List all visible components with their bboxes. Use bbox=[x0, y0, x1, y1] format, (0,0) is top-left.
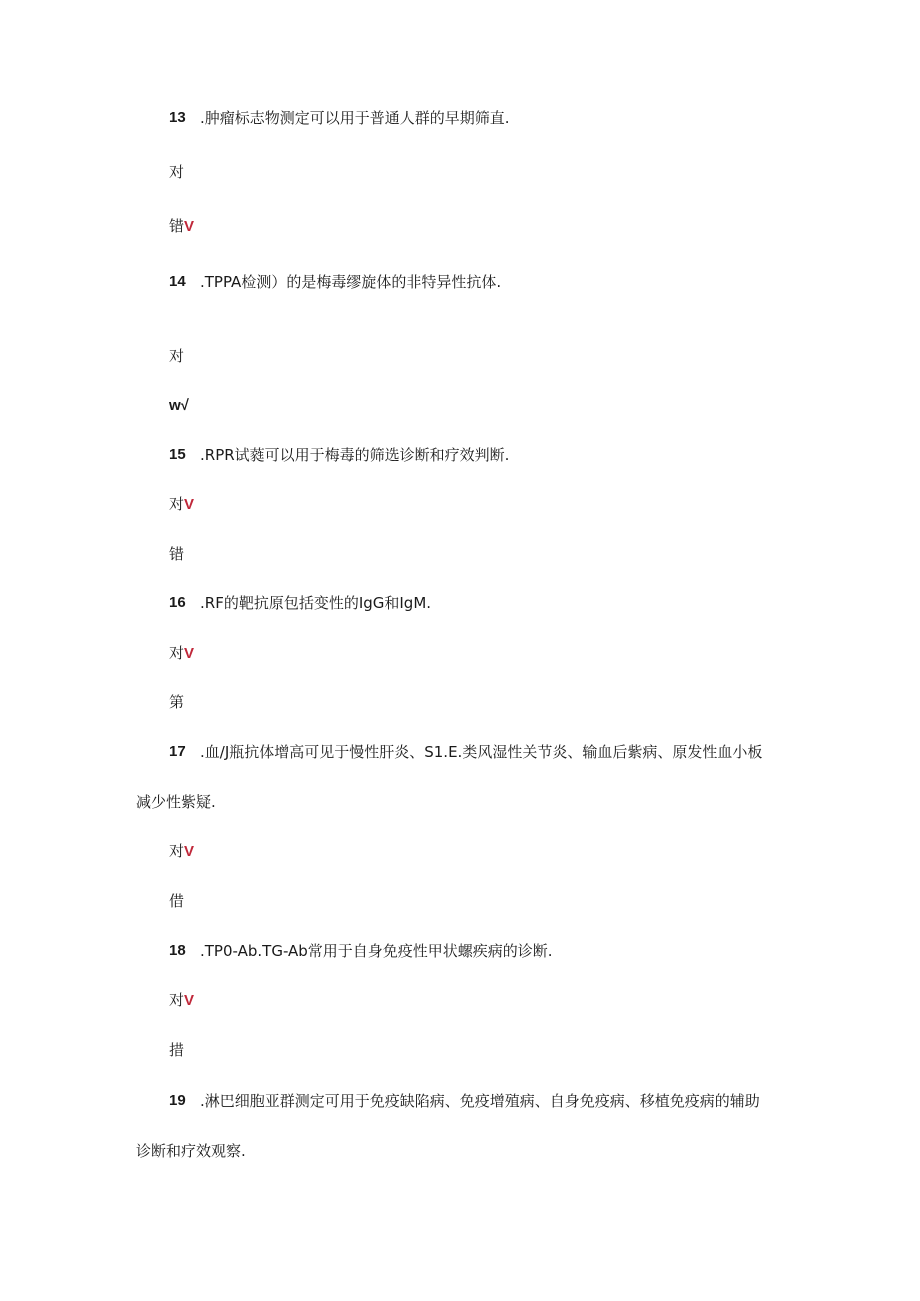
answer-mark: V bbox=[184, 496, 195, 513]
option-label: 对 bbox=[169, 163, 185, 181]
question-text: .RPR试蕤可以用于梅毒的筛选诊断和疗效判断. bbox=[200, 446, 510, 464]
question-number: 19 bbox=[169, 1092, 186, 1109]
option-label: 错 bbox=[169, 545, 185, 563]
question-number: 16 bbox=[169, 594, 186, 611]
option-label: 对 bbox=[169, 644, 185, 662]
option-label: 对 bbox=[169, 495, 185, 513]
option-label: 第 bbox=[169, 693, 185, 711]
option-label: 对 bbox=[169, 991, 185, 1009]
question-text-continued: 减少性紫疑. bbox=[136, 793, 216, 811]
option-label: 对 bbox=[169, 347, 185, 365]
answer-mark: V bbox=[184, 992, 195, 1009]
question-number: 13 bbox=[169, 109, 186, 126]
question-number: 15 bbox=[169, 446, 186, 463]
question-number: 17 bbox=[169, 743, 186, 760]
answer-mark: V bbox=[184, 843, 195, 860]
question-text: .血/J瓶抗体增高可见于慢性肝炎、S1.E.类风湿性关节炎、输血后紫病、原发性血小板 bbox=[200, 743, 763, 761]
question-text: .淋巴细胞亚群测定可用于免疫缺陷病、免疫增殖病、自身免疫病、移植免疫病的辅助 bbox=[200, 1092, 760, 1110]
question-number: 18 bbox=[169, 942, 186, 959]
question-text: .TPPA检测）的是梅毒缪旋体的非特异性抗体. bbox=[200, 273, 502, 291]
question-number: 14 bbox=[169, 273, 186, 290]
question-text: .RF的靶抗原包括变性的IgG和IgM. bbox=[200, 594, 432, 612]
option-label: w√ bbox=[169, 397, 189, 414]
question-text: .肿瘤标志物测定可以用于普通人群的早期筛直. bbox=[200, 109, 510, 127]
option-label: 对 bbox=[169, 842, 185, 860]
question-text: .TP0-Ab.TG-Ab常用于自身免疫性甲状螺疾病的诊断. bbox=[200, 942, 553, 960]
option-label: 借 bbox=[169, 892, 185, 910]
option-label: 错 bbox=[169, 217, 185, 235]
option-label: 措 bbox=[169, 1041, 185, 1059]
question-text-continued: 诊断和疗效观察. bbox=[136, 1142, 246, 1160]
answer-mark: V bbox=[184, 218, 195, 235]
answer-mark: V bbox=[184, 645, 195, 662]
